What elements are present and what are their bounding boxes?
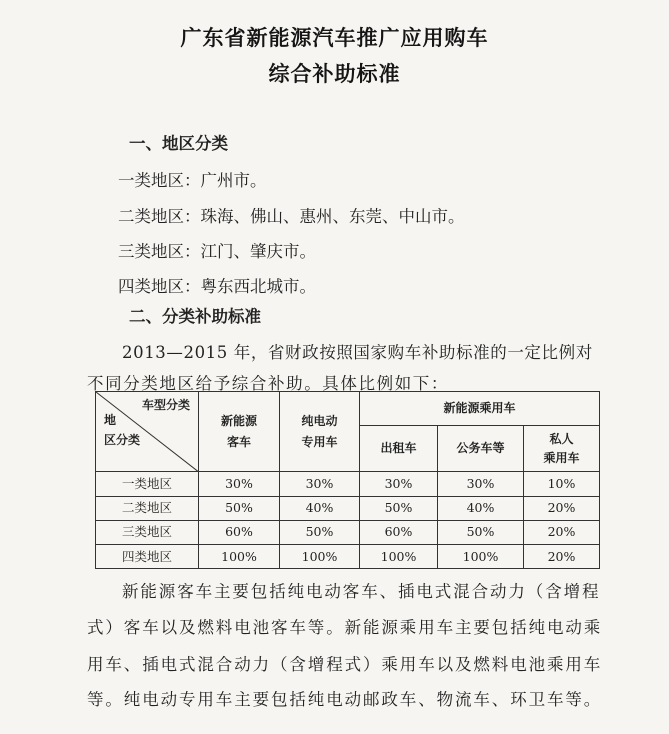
col-group-passenger: 新能源乘用车: [360, 392, 600, 426]
corner-region-b: 区分类: [104, 433, 141, 447]
col-header-special: 纯电动 专用车: [280, 392, 360, 472]
intro-line-1: 2013—2015 年，省财政按照国家购车补助标准的一定比例对: [122, 343, 593, 362]
table-row: [96, 544, 600, 568]
private-cell: 20%: [524, 496, 600, 520]
special-cell: 100%: [280, 544, 360, 568]
official-cell: 50%: [438, 520, 524, 544]
taxi-cell: 100%: [360, 544, 438, 568]
notes-line-2: 式）客车以及燃料电池客车等。新能源乘用车主要包括纯电动乘: [87, 618, 603, 637]
taxi-cell: 30%: [360, 472, 438, 496]
table-row: [96, 520, 600, 544]
taxi-cell: 60%: [360, 520, 438, 544]
table-row: [96, 496, 600, 520]
region-class-3: 三类地区：江门、肇庆市。: [118, 242, 316, 261]
region-cell: 二类地区: [96, 496, 199, 520]
taxi-cell: 50%: [360, 496, 438, 520]
document-title-line1: 广东省新能源汽车推广应用购车: [180, 26, 489, 50]
region-cell: 四类地区: [96, 544, 199, 568]
col-header-bus: 新能源 客车: [199, 392, 280, 472]
document-title-line2: 综合补助标准: [268, 62, 401, 86]
special-cell: 30%: [280, 472, 360, 496]
region-class-1: 一类地区：广州市。: [118, 171, 267, 190]
corner-vehicle-type: 车型分类: [141, 398, 190, 412]
private-cell: 20%: [524, 520, 600, 544]
special-cell: 40%: [280, 496, 360, 520]
official-cell: 100%: [438, 544, 524, 568]
notes-line-3: 用车、插电式混合动力（含增程式）乘用车以及燃料电池乘用车: [87, 655, 603, 674]
section2-heading: 二、分类补助标准: [129, 307, 261, 326]
region-cell: 三类地区: [96, 520, 199, 544]
col-header-private: 私人 乘用车: [524, 426, 600, 472]
subsidy-table: [95, 391, 600, 569]
corner-region-a: 地: [104, 413, 117, 427]
bus-cell: 30%: [199, 472, 280, 496]
private-cell: 20%: [524, 544, 600, 568]
private-cell: 10%: [524, 472, 600, 496]
intro-line-2: 不同分类地区给予综合补助。具体比例如下：: [87, 374, 449, 393]
section1-heading: 一、地区分类: [129, 134, 228, 153]
table-corner-cell: [96, 392, 199, 472]
col-header-taxi: 出租车: [360, 426, 438, 472]
col-header-official: 公务车等: [438, 426, 524, 472]
official-cell: 40%: [438, 496, 524, 520]
bus-cell: 50%: [199, 496, 280, 520]
region-class-4: 四类地区：粤东西北城市。: [118, 277, 316, 296]
notes-line-4: 等。纯电动专用车主要包括纯电动邮政车、物流车、环卫车等。: [87, 690, 603, 709]
bus-cell: 60%: [199, 520, 280, 544]
official-cell: 30%: [438, 472, 524, 496]
region-class-2: 二类地区：珠海、佛山、惠州、东莞、中山市。: [118, 207, 465, 226]
special-cell: 50%: [280, 520, 360, 544]
table-row: [96, 472, 600, 496]
bus-cell: 100%: [199, 544, 280, 568]
notes-line-1: 新能源客车主要包括纯电动客车、插电式混合动力（含增程: [122, 582, 601, 601]
region-cell: 一类地区: [96, 472, 199, 496]
